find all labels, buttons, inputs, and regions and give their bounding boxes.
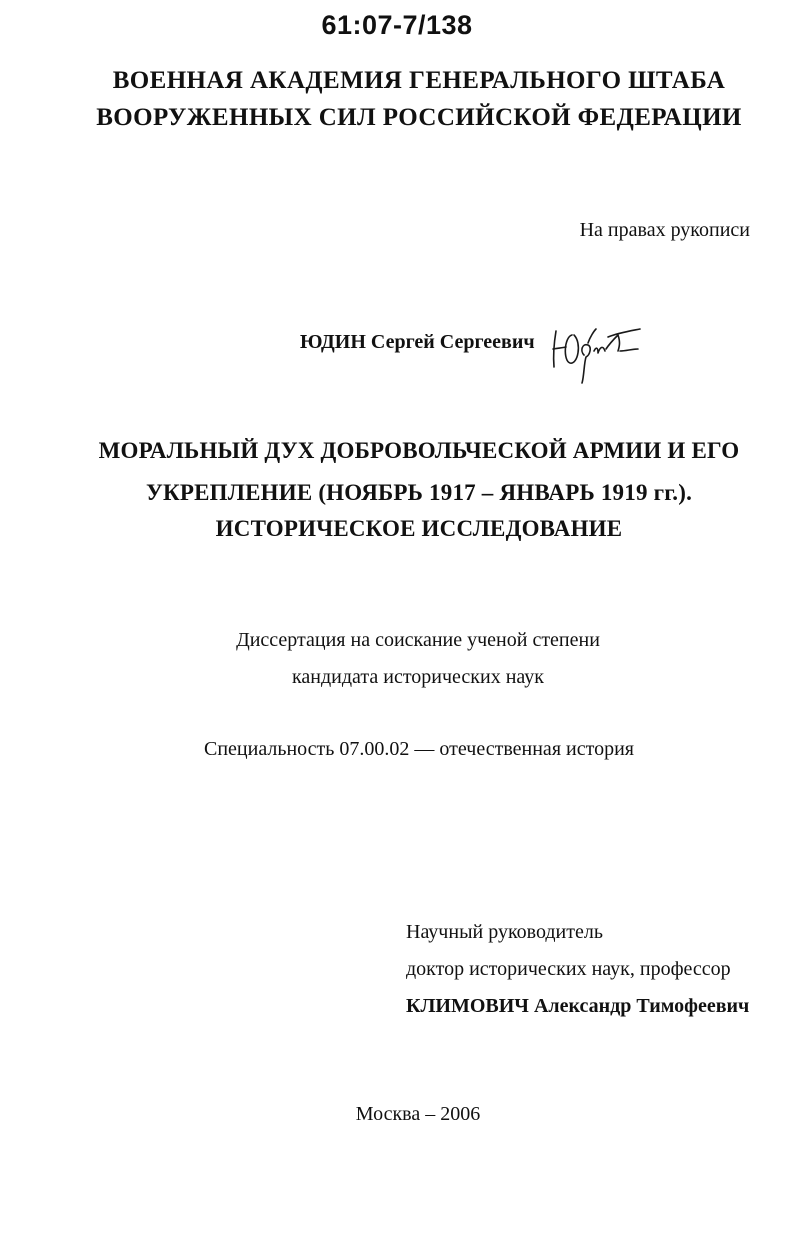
advisor-role: Научный руководитель bbox=[406, 921, 603, 943]
institution-name-line-2: ВООРУЖЕННЫХ СИЛ РОССИЙСКОЙ ФЕДЕРАЦИИ bbox=[96, 104, 742, 131]
advisor-name: КЛИМОВИЧ Александр Тимофеевич bbox=[406, 995, 750, 1017]
author-surname: ЮДИН bbox=[300, 331, 366, 353]
advisor-title: доктор исторических наук, профессор bbox=[406, 958, 731, 980]
dissertation-title-line-2: УКРЕПЛЕНИЕ (НОЯБРЬ 1917 – ЯНВАРЬ 1919 гг.). bbox=[145, 480, 693, 505]
author-name bbox=[300, 331, 535, 354]
handwritten-signature bbox=[548, 321, 648, 391]
degree-statement-line-2: кандидата исторических наук bbox=[291, 666, 545, 688]
dissertation-title-line-3: ИСТОРИЧЕСКОЕ ИССЛЕДОВАНИЕ bbox=[215, 516, 623, 541]
place-and-year: Москва – 2006 bbox=[355, 1103, 481, 1125]
catalog-number: 61:07-7/138 bbox=[321, 10, 473, 40]
rights-note: На правах рукописи bbox=[579, 219, 750, 241]
author-given-names: Сергей Сергеевич bbox=[370, 331, 535, 353]
advisor-block bbox=[406, 921, 749, 1018]
specialty: Специальность 07.00.02 — отечественная история bbox=[204, 738, 634, 760]
degree-statement-line-1: Диссертация на соискание ученой степени bbox=[236, 629, 600, 651]
institution-name-line-1: ВОЕННАЯ АКАДЕМИЯ ГЕНЕРАЛЬНОГО ШТАБА bbox=[112, 67, 726, 94]
dissertation-title-line-1: МОРАЛЬНЫЙ ДУХ ДОБРОВОЛЬЧЕСКОЙ АРМИИ И ЕГО bbox=[98, 438, 740, 463]
